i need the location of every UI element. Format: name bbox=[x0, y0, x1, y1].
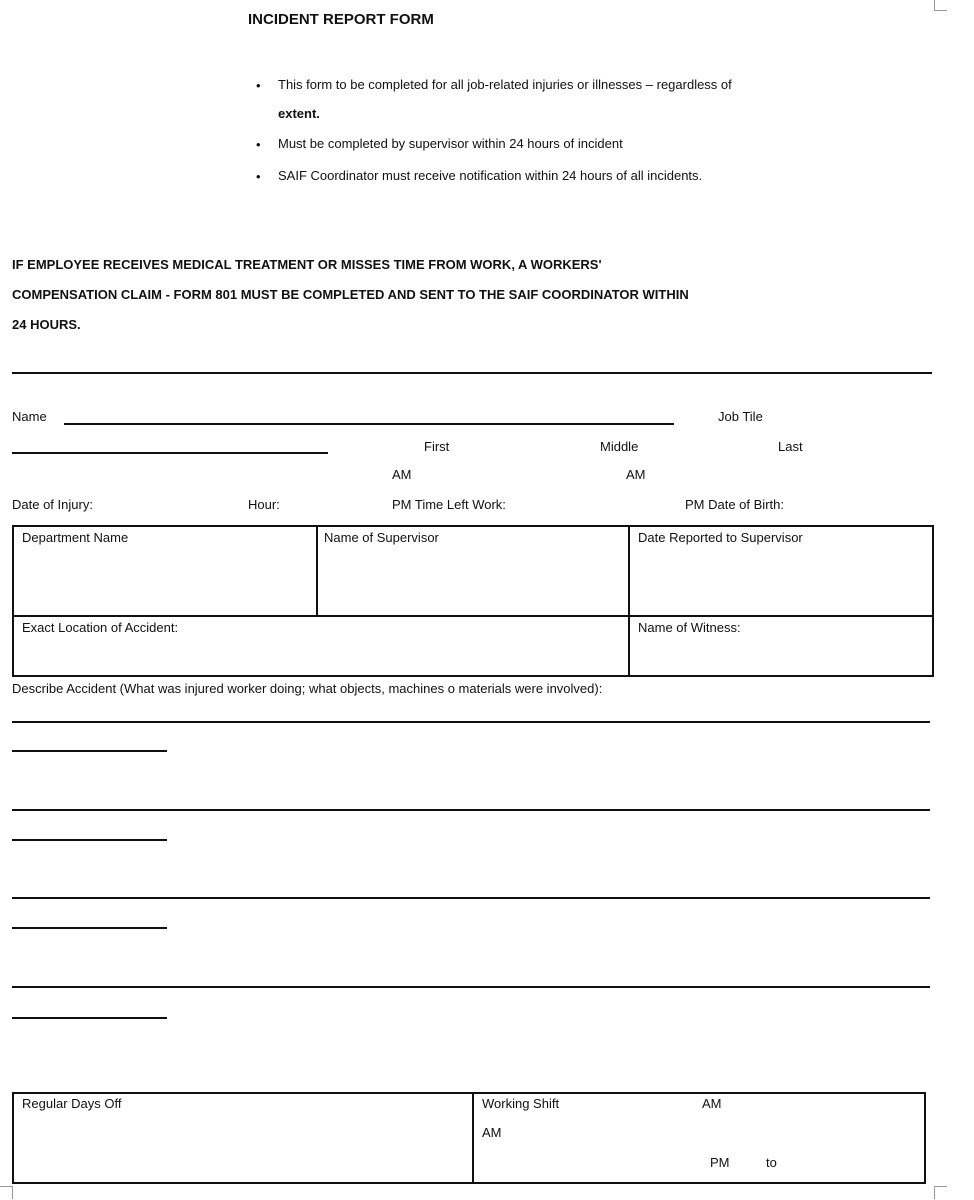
notice-line-2: COMPENSATION CLAIM - FORM 801 MUST BE COMPLETED AND SENT TO THE SAIF COORDINATOR WITHIN bbox=[12, 287, 689, 302]
section-divider bbox=[12, 372, 932, 374]
describe-line-2[interactable] bbox=[12, 809, 930, 811]
working-shift-am-left: AM bbox=[482, 1125, 502, 1140]
exact-location-cell[interactable] bbox=[12, 615, 630, 677]
instruction-line-1-continued: extent. bbox=[278, 106, 320, 121]
department-name-cell[interactable] bbox=[12, 525, 318, 617]
bullet-dot: • bbox=[256, 137, 261, 152]
working-shift-pm: PM bbox=[710, 1155, 730, 1170]
page-corner-mark-bottom-right bbox=[934, 1186, 947, 1199]
regular-days-off-cell[interactable] bbox=[12, 1092, 474, 1184]
working-shift-to: to bbox=[766, 1155, 777, 1170]
name-label: Name bbox=[12, 409, 47, 424]
describe-line-3-end[interactable] bbox=[12, 927, 167, 929]
working-shift-cell[interactable] bbox=[472, 1092, 926, 1184]
regular-days-off-label: Regular Days Off bbox=[22, 1096, 122, 1111]
notice-line-1: IF EMPLOYEE RECEIVES MEDICAL TREATMENT OR MISSES TIME FROM WORK, A WORKERS' bbox=[12, 257, 602, 272]
witness-name-cell[interactable] bbox=[628, 615, 934, 677]
describe-line-4[interactable] bbox=[12, 986, 930, 988]
date-reported-cell[interactable] bbox=[628, 525, 934, 617]
describe-accident-label: Describe Accident (What was injured worker doing; what objects, machines o materials were involved): bbox=[12, 681, 603, 696]
first-name-caption: First bbox=[424, 439, 450, 454]
supervisor-name-label: Name of Supervisor bbox=[324, 530, 439, 545]
instruction-line-1: This form to be completed for all job-related injuries or illnesses – regardless of bbox=[278, 77, 732, 92]
last-name-caption: Last bbox=[778, 439, 803, 454]
witness-name-label: Name of Witness: bbox=[638, 620, 741, 635]
describe-line-1[interactable] bbox=[12, 721, 930, 723]
describe-line-3[interactable] bbox=[12, 897, 930, 899]
job-title-label: Job Tile bbox=[718, 409, 763, 424]
supervisor-name-cell[interactable] bbox=[316, 525, 630, 617]
exact-location-label: Exact Location of Accident: bbox=[22, 620, 179, 635]
job-title-input-line[interactable] bbox=[12, 452, 328, 454]
middle-name-caption: Middle bbox=[600, 439, 639, 454]
page-corner-mark-top-right bbox=[934, 0, 947, 11]
working-shift-am-right: AM bbox=[702, 1096, 722, 1111]
describe-line-4-end[interactable] bbox=[12, 1017, 167, 1019]
instruction-line-3: SAIF Coordinator must receive notification within 24 hours of all incidents. bbox=[278, 168, 703, 183]
hour-label: Hour: bbox=[248, 497, 280, 512]
name-input-line[interactable] bbox=[64, 423, 674, 425]
am-option-time-left: AM bbox=[626, 467, 646, 482]
page-corner-mark-bottom-left bbox=[0, 1186, 13, 1199]
date-reported-label: Date Reported to Supervisor bbox=[638, 530, 803, 545]
notice-line-3: 24 HOURS. bbox=[12, 317, 81, 332]
describe-line-1-end[interactable] bbox=[12, 750, 167, 752]
am-option-hour: AM bbox=[392, 467, 412, 482]
describe-line-2-end[interactable] bbox=[12, 839, 167, 841]
time-left-work-label: PM Time Left Work: bbox=[392, 497, 506, 512]
date-of-injury-label: Date of Injury: bbox=[12, 497, 93, 512]
form-title: INCIDENT REPORT FORM bbox=[248, 11, 434, 28]
bullet-dot: • bbox=[256, 169, 261, 184]
date-of-birth-label: PM Date of Birth: bbox=[685, 497, 784, 512]
department-name-label: Department Name bbox=[22, 530, 129, 545]
instruction-line-2: Must be completed by supervisor within 24 hours of incident bbox=[278, 136, 623, 151]
bullet-dot: • bbox=[256, 78, 261, 93]
working-shift-label: Working Shift bbox=[482, 1096, 560, 1111]
